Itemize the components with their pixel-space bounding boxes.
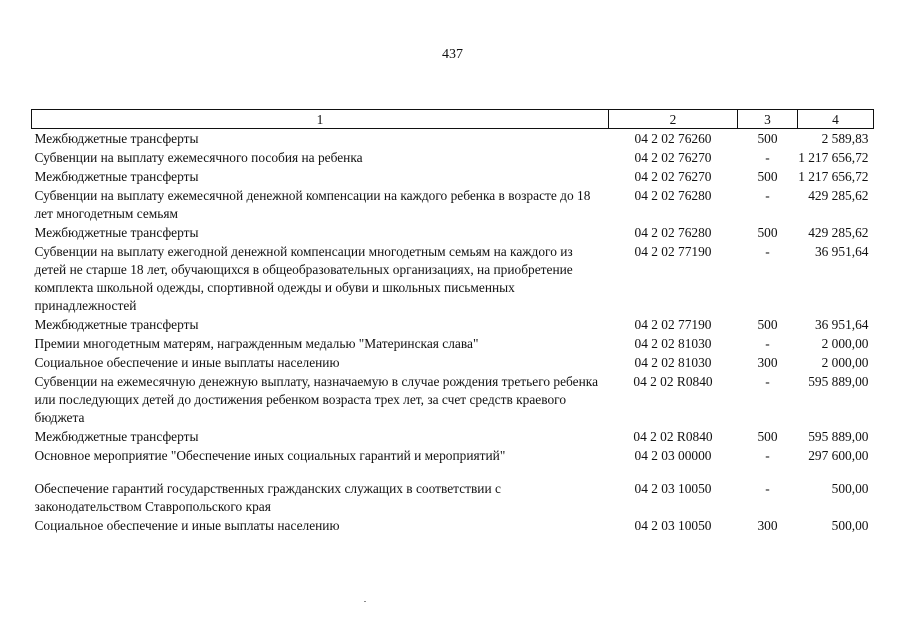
table-row <box>32 353 874 372</box>
row-code: 04 2 03 10050 <box>634 481 712 496</box>
column-header-name: 1 <box>32 110 609 129</box>
row-name: Обеспечение гарантий государственных гражданских служащих в соответствии с законодательством Ставропольского края <box>34 481 501 514</box>
row-amount: 2 000,00 <box>821 355 869 370</box>
row-type: - <box>765 481 770 496</box>
row-code: 04 2 02 76270 <box>634 169 712 184</box>
row-amount: 297 600,00 <box>808 448 869 463</box>
row-type: - <box>765 244 770 259</box>
row-amount: 595 889,00 <box>808 374 869 389</box>
row-amount: 36 951,64 <box>814 244 869 259</box>
row-amount: 1 217 656,72 <box>798 150 869 165</box>
table-header-row <box>32 110 874 129</box>
row-amount: 2 589,83 <box>821 131 869 146</box>
row-name: Межбюджетные трансферты <box>34 317 199 332</box>
row-type: - <box>765 374 770 389</box>
row-name: Межбюджетные трансферты <box>34 169 199 184</box>
row-name: Субвенции на выплату ежегодной денежной компенсации многодетным семьям на каждого из детей не старше 18 лет, обучающихся в общеобразовательных организациях, на приобретение комплекта школьной одежды, спортивной одежды и обуви и школьных письменных принадлежностей <box>34 244 573 313</box>
row-code: 04 2 02 76280 <box>634 225 712 240</box>
row-name: Субвенции на выплату ежемесячного пособия на ребенка <box>34 150 363 165</box>
row-name: Социальное обеспечение и иные выплаты населению <box>34 518 340 533</box>
row-code: 04 2 02 R0840 <box>633 374 713 389</box>
row-code: 04 2 02 77190 <box>634 317 712 332</box>
row-type: 300 <box>757 518 778 533</box>
budget-table <box>31 109 874 535</box>
row-type: 300 <box>757 355 778 370</box>
row-name: Премии многодетным матерям, награжденным медалью "Материнская слава" <box>34 336 479 351</box>
row-name: Межбюджетные трансферты <box>34 429 199 444</box>
row-name: Субвенции на выплату ежемесячной денежной компенсации на каждого ребенка в возрасте до 18 лет многодетным семьям <box>34 188 591 221</box>
row-name: Межбюджетные трансферты <box>34 131 199 146</box>
column-header-amount: 4 <box>798 110 874 129</box>
column-header-type: 3 <box>738 110 798 129</box>
row-name: Основное мероприятие "Обеспечение иных социальных гарантий и мероприятий" <box>34 448 506 463</box>
table-row <box>32 372 874 427</box>
row-amount: 2 000,00 <box>821 336 869 351</box>
row-type: 500 <box>757 131 778 146</box>
row-code: 04 2 02 77190 <box>634 244 712 259</box>
table-row <box>32 479 874 516</box>
row-type: - <box>765 336 770 351</box>
row-type: 500 <box>757 225 778 240</box>
table-row <box>32 223 874 242</box>
table-row <box>32 427 874 446</box>
scan-speck <box>364 601 366 602</box>
row-code: 04 2 02 76260 <box>634 131 712 146</box>
row-code: 04 2 02 76280 <box>634 188 712 203</box>
row-code: 04 2 03 10050 <box>634 518 712 533</box>
row-amount: 429 285,62 <box>808 225 869 240</box>
column-header-code: 2 <box>609 110 738 129</box>
row-type: 500 <box>757 429 778 444</box>
row-amount: 500,00 <box>831 518 869 533</box>
table-row <box>32 315 874 334</box>
row-code: 04 2 03 00000 <box>634 448 712 463</box>
table-row <box>32 334 874 353</box>
row-name: Субвенции на ежемесячную денежную выплату, назначаемую в случае рождения третьего ребенка или последующих детей до достижения ребенком возраста трех лет, за счет средств краевого бюджета <box>34 374 599 425</box>
table-row <box>32 148 874 167</box>
table-row <box>32 516 874 535</box>
row-code: 04 2 02 76270 <box>634 150 712 165</box>
row-amount: 36 951,64 <box>814 317 869 332</box>
page-number: 437 <box>442 47 463 62</box>
row-code: 04 2 02 R0840 <box>633 429 713 444</box>
table-row <box>32 129 874 149</box>
table-row <box>32 167 874 186</box>
row-type: - <box>765 150 770 165</box>
table-row <box>32 242 874 315</box>
table-row <box>32 186 874 223</box>
row-code: 04 2 02 81030 <box>634 355 712 370</box>
row-amount: 595 889,00 <box>808 429 869 444</box>
row-amount: 500,00 <box>831 481 869 496</box>
row-type: 500 <box>757 317 778 332</box>
row-type: - <box>765 188 770 203</box>
table-row <box>32 446 874 479</box>
row-name: Межбюджетные трансферты <box>34 225 199 240</box>
row-type: - <box>765 448 770 463</box>
row-amount: 1 217 656,72 <box>798 169 869 184</box>
row-name: Социальное обеспечение и иные выплаты населению <box>34 355 340 370</box>
row-type: 500 <box>757 169 778 184</box>
row-amount: 429 285,62 <box>808 188 869 203</box>
row-code: 04 2 02 81030 <box>634 336 712 351</box>
